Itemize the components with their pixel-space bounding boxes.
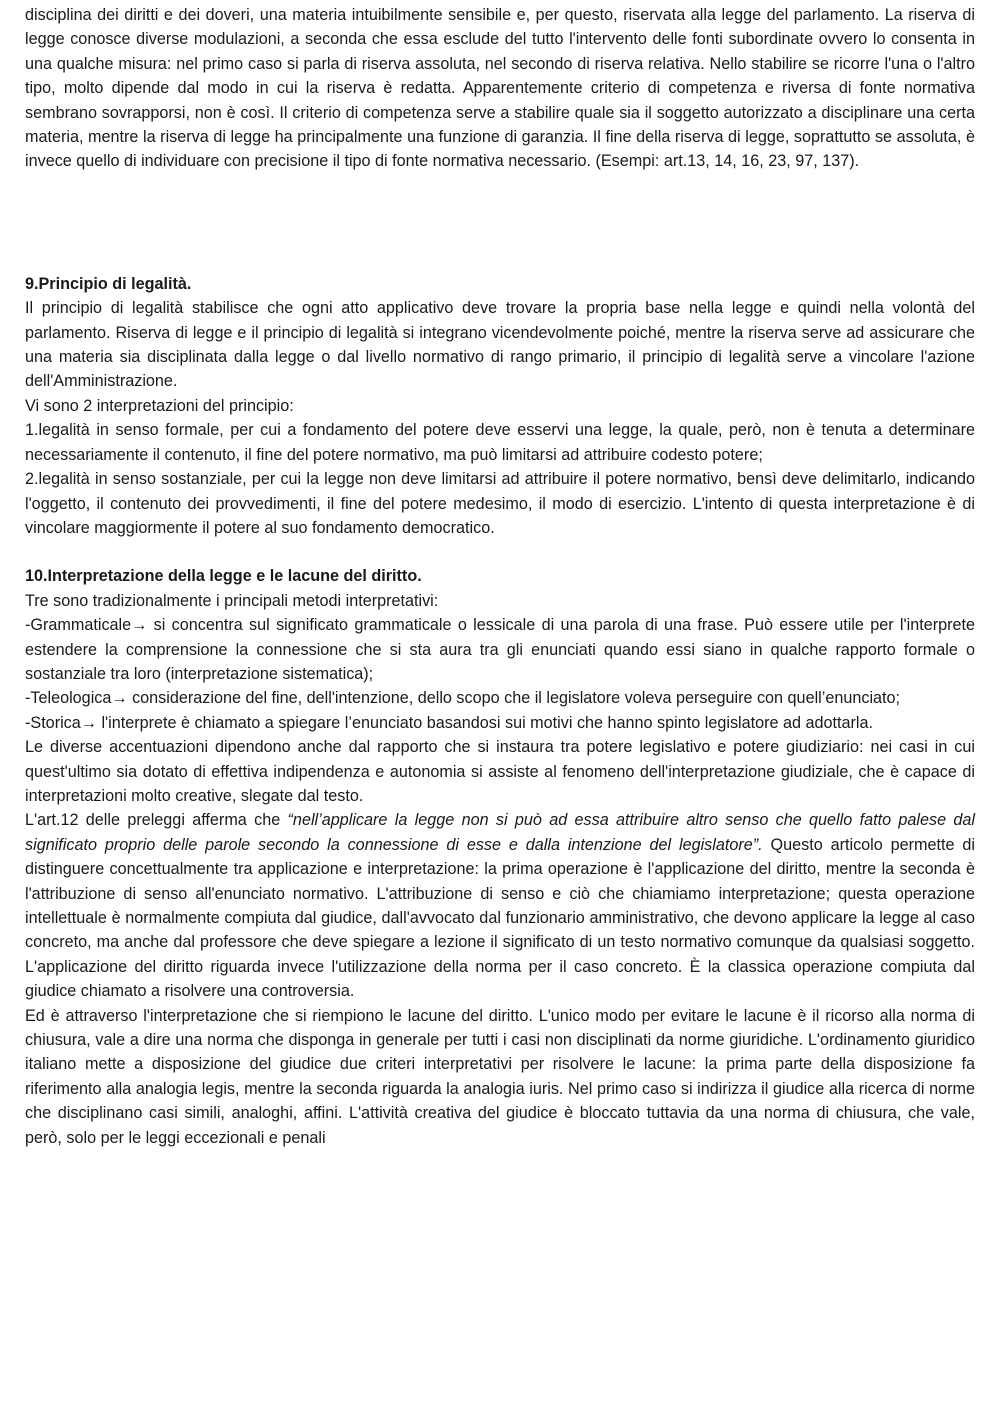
method-teleological: -Teleologica→ considerazione del fine, dell'intenzione, dello scopo che il legislatore voleva perseguire con quell’enunciato; (25, 689, 901, 708)
top-paragraph: disciplina dei diritti e dei doveri, una materia intuibilmente sensibile e, per questo, riservata alla legge del parlamento. La riserva di legge conosce diverse modulazioni, a seconda che essa esclude del tutto l'intervento delle fonti subordinate ovvero lo consenta in una qualche misura: nel primo caso si parla di riserva assoluta, nel secondo di riserva relativa. Nello stabilire se ricorre l'una o l'altro tipo, molto dipende dal modo in cui la riserva è redatta. Apparentemente criterio di competenza e riversa di fonte normativa sembrano sovrapporsi, non è così. Il criterio di competenza serve a stabilire quale sia il soggetto autorizzato a disciplinare una certa materia, mentre la riserva di legge ha principalmente una funzione di garanzia. Il fine della riserva di legge, soprattutto se assoluta, è invece quello di individuare con precisione il tipo di fonte normativa necessario. (Esempi: art.13, 14, 16, 23, 97, 137). (25, 6, 975, 171)
accentuation-paragraph: Le diverse accentuazioni dipendono anche dal rapporto che si instaura tra potere legislativo e potere giudiziario: nei casi in cui quest'ultimo sia dotato di effettiva indipendenza e autonomia si assiste al fenomeno dell'interpretazione giudiziale, che è capace di interpretazioni molto creative, slegate dal testo. (25, 738, 975, 805)
method-historical: -Storica→ l'interprete è chiamato a spiegare l’enunciato basandosi sui motivi che hanno spinto legislatore ad adottarla. (25, 713, 874, 732)
section-10-lead: Tre sono tradizionalmente i principali metodi interpretativi: (25, 591, 439, 610)
section-10-heading: 10.Interpretazione della legge e le lacune del diritto. (25, 567, 422, 586)
section-9-intro: Il principio di legalità stabilisce che ogni atto applicativo deve trovare la propria base nella legge e quindi nella volontà del parlamento. Riserva di legge e il principio di legalità si integrano vicendevolmente poiché, mentre la riserva serve ad assicurare che una materia sia disciplinata dalla legge o dal livello normativo di rango primario, il principio di legalità serve a vincolare l'azione dell'Amministrazione. (25, 299, 975, 391)
gaps-paragraph: Ed è attraverso l'interpretazione che si riempiono le lacune del diritto. L'unico modo per evitare le lacune è il ricorso alla norma di chiusura, vale a dire una norma che disponga in generale per tutti i casi non disciplinati da norme giuridiche. L'ordinamento giuridico italiano mette a disposizione del giudice due criteri interpretativi per risolvere le lacune: la prima parte della disposizione fa riferimento alla analogia legis, mentre la seconda riguarda la analogia iuris. Nel primo caso si indirizza il giudice alla ricerca di norme che disciplinano casi simili, analoghi, affini. L'attività creativa del giudice è bloccato tuttavia da una norma di chiusura, che vale, però, solo per le leggi eccezionali e penali (25, 1006, 975, 1147)
section-9-item-formal: 1.legalità in senso formale, per cui a fondamento del potere deve esservi una legge, la quale, però, non è tenuta a determinare necessariamente il contenuto, il fine del potere normativo, ma può limitarsi ad attribuire codesto potere; (25, 421, 975, 464)
section-9-lead: Vi sono 2 interpretazioni del principio: (25, 396, 294, 415)
method-grammatical: -Grammaticale→ si concentra sul significato grammaticale o lessicale di una parola di una frase. Può essere utile per l'interprete estendere la comprensione la connessione che si sta aura tra gli enunciati quando essi siano in qualche rapporto formale o sostanziale tra loro (interpretazione sistematica); (25, 616, 975, 683)
section-9-heading: 9.Principio di legalità. (25, 274, 192, 293)
art12-paragraph (25, 808, 975, 1003)
art12-quote: “nell’applicare la legge non si può ad essa attribuire altro senso che quello fatto palese dal significato proprio delle parole secondo la connessione di esse e dalla intenzione del legislatore”. (25, 811, 975, 854)
section-spacer (25, 540, 975, 564)
section-spacer (25, 174, 975, 272)
art12-intro: L'art.12 delle preleggi afferma che (25, 811, 288, 830)
art12-explanation: Questo articolo permette di distinguere concettualmente tra applicazione e interpretazione: la prima operazione è l'applicazione del diritto, mentre la seconda è l'attribuzione di senso all'enunciato normativo. L'attribuzione di senso e ciò che chiamiamo interpretazione; questa operazione intellettuale è normalmente compiuta dal giudice, dall'avvocato dal funzionario amministrativo, che devono applicare la legge al caso concreto, ma anche dal professore che deve spiegare a lezione il significato di un testo normativo comunque da qualsiasi soggetto. L'applicazione del diritto riguarda invece l'utilizzazione della norma per il caso concreto. È la classica operazione compiuta dal giudice chiamato a risolvere una controversia. (25, 835, 975, 1001)
section-9-item-substantial: 2.legalità in senso sostanziale, per cui la legge non deve limitarsi ad attribuire il potere normativo, bensì deve delimitarlo, indicando l'oggetto, il contenuto dei provvedimenti, il fine del potere medesimo, il modo di esercizio. L'intento di questa interpretazione è di vincolare maggiormente il potere al suo fondamento democratico. (25, 470, 975, 537)
